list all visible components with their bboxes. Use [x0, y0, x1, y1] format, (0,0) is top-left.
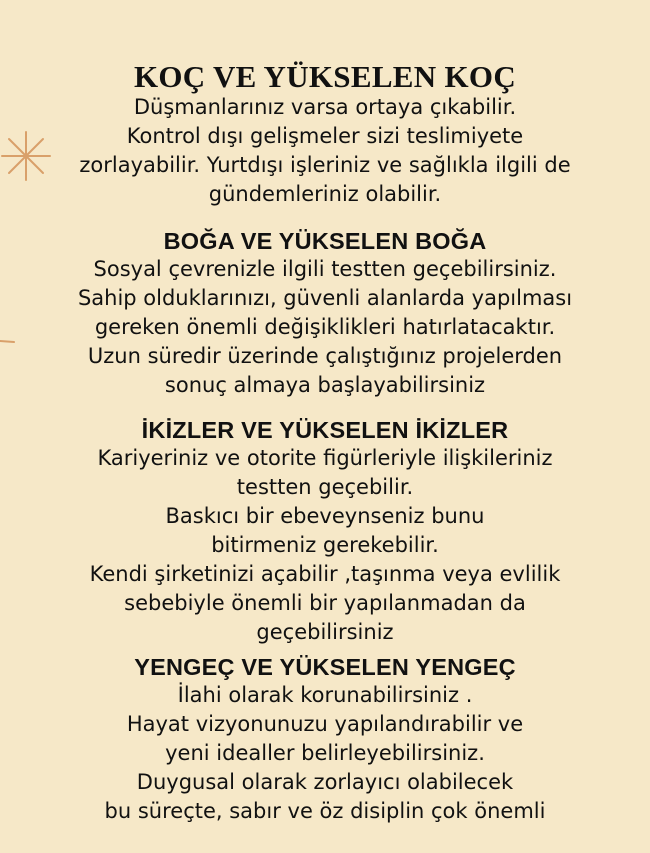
section-body [0, 681, 650, 826]
body-line: Kontrol dışı gelişmeler sizi teslimiyete [126, 123, 524, 148]
body-line: geçebilirsiniz [256, 620, 394, 645]
body-line: Düşmanlarınız varsa ortaya çıkabilir. [133, 94, 517, 119]
body-line: bu süreçte, sabır ve öz disiplin çok önemli [104, 799, 546, 824]
body-line: sebebiyle önemli bir yapılanmadan da [124, 591, 526, 616]
body-line: Kariyeriniz ve otorite figürleriyle ilişkileriniz [97, 446, 553, 471]
body-line: testten geçebilir. [236, 475, 414, 500]
section-body [0, 444, 650, 647]
body-line: Kendi şirketinizi açabilir ,taşınma veya evlilik [89, 562, 561, 587]
section-body [0, 255, 650, 400]
section-koc [0, 60, 650, 209]
section-ikizler [0, 417, 650, 647]
section-title: KOÇ VE YÜKSELEN KOÇ [133, 59, 517, 94]
body-line: Duygusal olarak zorlayıcı olabilecek [136, 770, 514, 795]
body-line: sonuç almaya başlayabilirsiniz [164, 373, 486, 398]
section-title: İKİZLER VE YÜKSELEN İKİZLER [141, 417, 509, 443]
section-body [0, 93, 650, 209]
body-line: Baskıcı bir ebeveynseniz bunu [165, 504, 485, 529]
body-line: Sosyal çevrenizle ilgili testten geçebilirsiniz. [93, 257, 557, 282]
section-title: YENGEÇ VE YÜKSELEN YENGEÇ [134, 654, 516, 680]
section-title: BOĞA VE YÜKSELEN BOĞA [163, 228, 487, 254]
body-line: Uzun süredir üzerinde çalıştığınız projelerden [87, 344, 563, 369]
section-boga [0, 228, 650, 400]
body-line: Sahip olduklarınızı, güvenli alanlarda yapılması [77, 286, 573, 311]
body-line: bitirmeniz gerekebilir. [211, 533, 439, 558]
body-line: İlahi olarak korunabilirsiniz . [177, 683, 473, 708]
body-line: zorlayabilir. Yurtdışı işleriniz ve sağlıkla ilgili de [79, 152, 571, 177]
body-line: Hayat vizyonunuzu yapılandırabilir ve [126, 712, 524, 737]
body-line: gereken önemli değişiklikleri hatırlatacaktır. [94, 315, 556, 340]
body-line: yeni idealler belirleyebilirsiniz. [165, 741, 485, 766]
body-line: gündemleriniz olabilir. [208, 181, 442, 206]
section-yengec [0, 654, 650, 826]
